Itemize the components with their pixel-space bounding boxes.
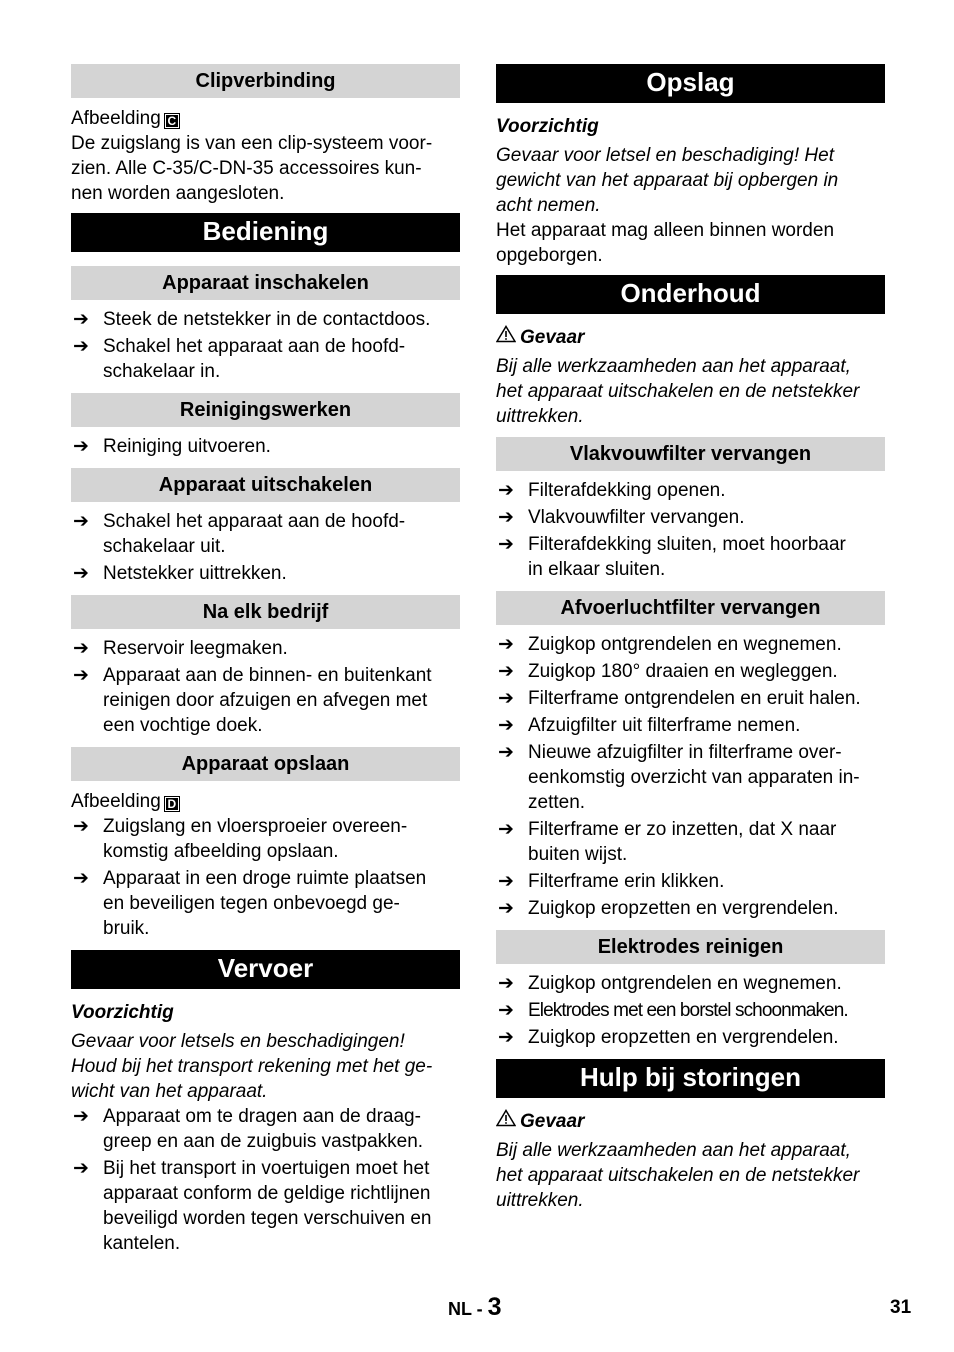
reinigingswerken-steps — [71, 434, 460, 459]
arrow-right-icon: ➔ — [498, 898, 514, 919]
right-column — [496, 64, 885, 1213]
heading-onderhoud: Onderhoud — [496, 275, 885, 314]
arrow-right-icon: ➔ — [498, 871, 514, 892]
arrow-right-icon: ➔ — [73, 868, 89, 889]
left-column — [71, 64, 460, 1256]
list-item: ➔ Zuigkop ontgrendelen en wegnemen. — [498, 973, 842, 994]
list-item: ➔ Vlakvouwfilter vervangen. — [498, 507, 745, 528]
list-item: ➔ Zuigkop ontgrendelen en wegnemen. — [498, 634, 842, 655]
vlakvouw-steps — [496, 478, 885, 582]
arrow-right-icon: ➔ — [73, 1158, 89, 1179]
figure-letter-c: C — [164, 113, 180, 129]
arrow-right-icon: ➔ — [498, 507, 514, 528]
caution-text: Gevaar voor letsels en beschadigingen! Houd bij het transport rekening met het ge- wicht van het apparaat. — [71, 1031, 433, 1102]
heading-elektrodes-reinigen: Elektrodes reinigen — [496, 930, 885, 964]
clip-text: De zuigslang is van een clip-systeem voor- zien. Alle C-35/C-DN-35 accessoires kun- nen worden aangesloten. — [71, 133, 433, 204]
warning-triangle-icon — [496, 325, 520, 350]
opslaan-steps — [71, 814, 460, 941]
list-item: ➔ Apparaat om te dragen aan de draag- greep en aan de zuigbuis vastpakken. — [73, 1106, 424, 1152]
list-item: ➔ Filterframe er zo inzetten, dat X naar buiten wijst. — [498, 819, 837, 865]
arrow-right-icon: ➔ — [73, 638, 89, 659]
list-item: ➔ Filterafdekking openen. — [498, 480, 726, 501]
heading-apparaat-uitschakelen: Apparaat uitschakelen — [71, 468, 460, 502]
arrow-right-icon: ➔ — [73, 563, 89, 584]
danger-label: Gevaar — [496, 325, 885, 350]
list-item: ➔ Elektrodes met een borstel schoonmaken. — [498, 1000, 848, 1021]
uitschakelen-steps — [71, 509, 460, 586]
heading-bediening: Bediening — [71, 213, 460, 252]
arrow-right-icon: ➔ — [498, 1000, 514, 1021]
heading-na-elk-bedrijf: Na elk bedrijf — [71, 595, 460, 629]
arrow-right-icon: ➔ — [498, 534, 514, 555]
heading-hulp-bij-storingen: Hulp bij storingen — [496, 1059, 885, 1098]
elektrodes-steps — [496, 971, 885, 1050]
heading-reinigingswerken: Reinigingswerken — [71, 393, 460, 427]
danger-label: Gevaar — [496, 1109, 885, 1134]
list-item: ➔ Reservoir leegmaken. — [73, 638, 288, 659]
na-elk-steps — [71, 636, 460, 738]
arrow-right-icon: ➔ — [73, 511, 89, 532]
afvoer-steps — [496, 632, 885, 921]
page-footer-label: NL - 3 — [448, 1293, 502, 1321]
list-item: ➔ Zuigslang en vloersproeier overeen- komstig afbeelding opslaan. — [73, 816, 408, 862]
list-item: ➔ Afzuigfilter uit filterframe nemen. — [498, 715, 801, 736]
arrow-right-icon: ➔ — [498, 742, 514, 763]
heading-vervoer: Vervoer — [71, 950, 460, 989]
arrow-right-icon: ➔ — [498, 819, 514, 840]
list-item: ➔ Filterframe erin klikken. — [498, 871, 725, 892]
list-item: ➔ Zuigkop eropzetten en vergrendelen. — [498, 1027, 839, 1048]
arrow-right-icon: ➔ — [498, 634, 514, 655]
arrow-right-icon: ➔ — [498, 661, 514, 682]
arrow-right-icon: ➔ — [73, 816, 89, 837]
danger-text: Bij alle werkzaamheden aan het apparaat, het apparaat uitschakelen en de netstekker uittrekken. — [496, 356, 860, 427]
inschakelen-steps — [71, 307, 460, 384]
list-item: ➔ Nieuwe afzuigfilter in filterframe over- eenkomstig overzicht van apparaten in- zetten. — [498, 742, 860, 813]
arrow-right-icon: ➔ — [73, 1106, 89, 1127]
arrow-right-icon: ➔ — [498, 480, 514, 501]
figure-reference-c: Afbeelding C — [71, 106, 460, 131]
danger-text: Bij alle werkzaamheden aan het apparaat, het apparaat uitschakelen en de netstekker uittrekken. — [496, 1140, 860, 1211]
list-item: ➔ Apparaat aan de binnen- en buitenkant reinigen door afzuigen en afvegen met een vochtige doek. — [73, 665, 432, 736]
caution-label: Voorzichtig — [496, 116, 599, 137]
arrow-right-icon: ➔ — [498, 715, 514, 736]
list-item: ➔ Bij het transport in voertuigen moet het apparaat conform de geldige richtlijnen beveiligd worden tegen verschuiven en kantelen. — [73, 1158, 432, 1254]
page-number: 31 — [890, 1297, 912, 1318]
arrow-right-icon: ➔ — [73, 436, 89, 457]
arrow-right-icon: ➔ — [498, 1027, 514, 1048]
list-item: ➔ Filterframe ontgrendelen en eruit halen. — [498, 688, 861, 709]
caution-text: Gevaar voor letsel en beschadiging! Het gewicht van het apparaat bij opbergen in acht nemen. — [496, 145, 839, 216]
arrow-right-icon: ➔ — [498, 973, 514, 994]
list-item: ➔ Zuigkop eropzetten en vergrendelen. — [498, 898, 839, 919]
vervoer-steps — [71, 1104, 460, 1256]
list-item: ➔ Schakel het apparaat aan de hoofd- schakelaar uit. — [73, 511, 406, 557]
arrow-right-icon: ➔ — [73, 665, 89, 686]
arrow-right-icon: ➔ — [498, 688, 514, 709]
arrow-right-icon: ➔ — [73, 309, 89, 330]
heading-opslag: Opslag — [496, 64, 885, 103]
heading-afvoerluchtfilter-vervangen: Afvoerluchtfilter vervangen — [496, 591, 885, 625]
heading-clipverbinding: Clipverbinding — [71, 64, 460, 98]
list-item: ➔ Apparaat in een droge ruimte plaatsen en beveiligen tegen onbevoegd ge- bruik. — [73, 868, 427, 939]
caution-label: Voorzichtig — [71, 1002, 174, 1023]
arrow-right-icon: ➔ — [73, 336, 89, 357]
list-item: ➔ Netstekker uittrekken. — [73, 563, 287, 584]
warning-triangle-icon — [496, 1109, 520, 1134]
figure-reference-d: Afbeelding D — [71, 789, 460, 814]
list-item: ➔ Steek de netstekker in de contactdoos. — [73, 309, 431, 330]
list-item: ➔ Filterafdekking sluiten, moet hoorbaar in elkaar sluiten. — [498, 534, 846, 580]
figure-letter-d: D — [164, 796, 180, 812]
opslag-text: Het apparaat mag alleen binnen worden opgeborgen. — [496, 220, 835, 266]
list-item: ➔ Reiniging uitvoeren. — [73, 436, 271, 457]
heading-apparaat-inschakelen: Apparaat inschakelen — [71, 266, 460, 300]
heading-vlakvouwfilter-vervangen: Vlakvouwfilter vervangen — [496, 437, 885, 471]
list-item: ➔ Schakel het apparaat aan de hoofd- schakelaar in. — [73, 336, 406, 382]
heading-apparaat-opslaan: Apparaat opslaan — [71, 747, 460, 781]
list-item: ➔ Zuigkop 180° draaien en wegleggen. — [498, 661, 838, 682]
